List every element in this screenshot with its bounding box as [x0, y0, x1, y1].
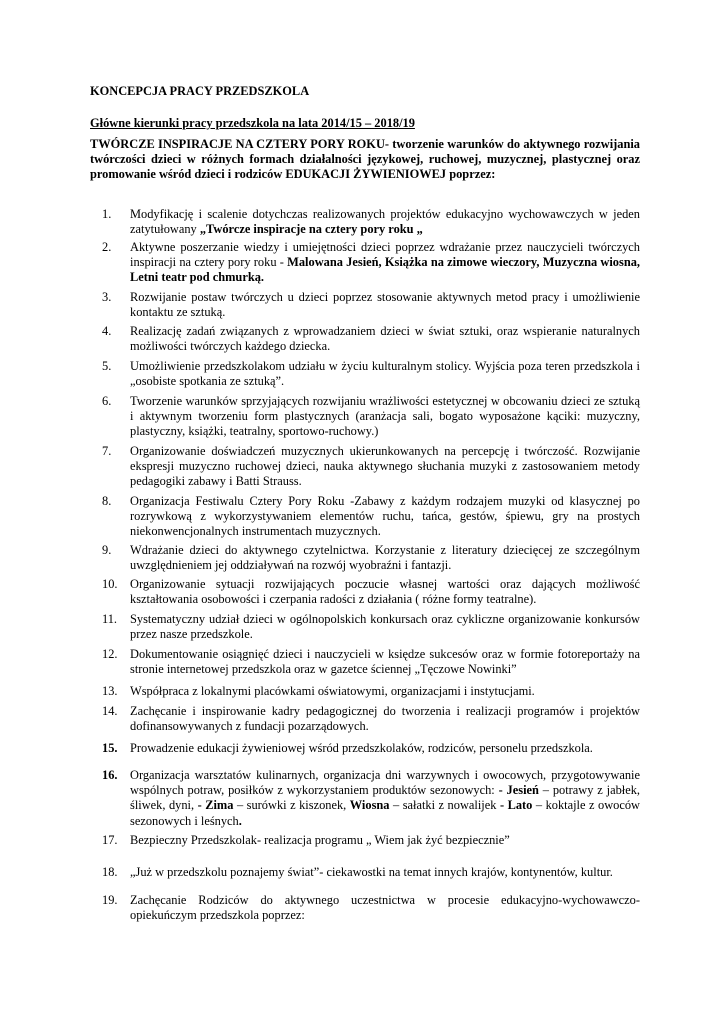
list-item-bold-text: - Lato	[499, 798, 533, 813]
list-item-bold-text: Wiosna	[349, 798, 390, 813]
list-item-number: 13.	[102, 684, 118, 698]
list-item-text-segment: Zachęcanie i inspirowanie kadry pedagogicznej do tworzenia i realizacji programów i projektów dofinansowywanych z fundacji pozarządowych.	[130, 704, 640, 734]
list-item-number: 18.	[102, 865, 118, 879]
list-item-text-segment: Wdrażanie dzieci do aktywnego czytelnictwa. Korzystanie z literatury dziecięcej ze szczególnym uwzględnieniem jej oddziaływań na rozwój wyobraźni i fantazji.	[130, 543, 640, 573]
list-item-text-segment: Organizacja Festiwalu Cztery Pory Roku -Zabawy z każdym rodzajem muzyki od klasycznej po rozrywkową z wykorzystywaniem elementów ruchu, tańca, gestów, śpiewu, gry na prostych niekonwencjonalnych instrumentach muzycznych.	[130, 494, 640, 539]
list-item-number: 15.	[102, 741, 118, 755]
list-item-text	[130, 612, 640, 642]
list-item-bold-text: .	[238, 813, 242, 828]
list-item-text	[130, 240, 640, 286]
list-item-number: 4.	[102, 324, 112, 338]
list-item-text	[130, 893, 640, 923]
list-item-text-segment: Realizację zadań związanych z wprowadzaniem dzieci w świat sztuki, oraz wspieranie naturalnych możliwości twórczych każdego dziecka.	[130, 324, 640, 354]
list-item-text-segment: Bezpieczny Przedszkolak- realizacja programu „ Wiem jak żyć bezpiecznie”	[130, 833, 510, 847]
list-item-text-segment: – surówki z kiszonek,	[233, 798, 350, 813]
list-item-number: 5.	[102, 359, 112, 373]
list-item-number: 10.	[102, 577, 118, 591]
list-item-bold-text: Malowana Jesień, Książka na zimowe wieczory, Muzyczna wiosna, Letni teatr pod chmurką.	[130, 255, 641, 285]
list-item-text	[130, 833, 640, 848]
list-item-number: 1.	[102, 207, 112, 221]
list-item-text	[130, 394, 640, 440]
list-item-text-segment: Tworzenie warunków sprzyjających rozwijaniu wrażliwości estetycznej w obcowaniu dzieci ze sztuką i aktywnym tworzeniu form plastycznych (aranżacja sali, bogato wyposażone kąciki: muzyczny, plastyczny, książki, teatralny, sportowo-ruchowy.)	[130, 394, 640, 439]
list-item-text	[130, 647, 640, 677]
list-item-text	[130, 494, 640, 540]
list-item-number: 2.	[102, 240, 112, 254]
list-item-number: 9.	[102, 543, 112, 557]
document-subtitle: Główne kierunki pracy przedszkola na lata 2014/15 – 2018/19	[90, 116, 415, 130]
list-item-text	[130, 865, 640, 880]
list-item-text	[130, 768, 640, 829]
list-item-text-segment: – koktajle z owoców sezonowych i leśnych	[130, 798, 640, 828]
list-item-text	[130, 741, 640, 756]
list-item-number: 8.	[102, 494, 112, 508]
list-item-number: 6.	[102, 394, 112, 408]
list-item-text	[130, 444, 640, 490]
list-item-text	[130, 543, 640, 573]
list-item-number: 12.	[102, 647, 118, 661]
list-item-bold-text: „Twórcze inspiracje na cztery pory roku „	[199, 222, 423, 237]
list-item-text-segment: Modyfikację i scalenie dotychczas realizowanych projektów edukacyjno wychowawczych w jeden zatytułowany	[130, 207, 640, 237]
list-item-text	[130, 290, 640, 320]
list-item-number: 16.	[102, 768, 118, 782]
list-item-text-segment: Organizacja warsztatów kulinarnych, organizacja dni warzywnych i owocowych, przygotowywanie wspólnych potraw, posiłków z wykorzystaniem produktów sezonowych:	[130, 768, 640, 798]
document-title: KONCEPCJA PRACY PRZEDSZKOLA	[90, 84, 310, 98]
list-item-number: 19.	[102, 893, 118, 907]
list-item-text-segment: Współpraca z lokalnymi placówkami oświatowymi, organizacjami i instytucjami.	[130, 684, 535, 698]
list-item-text-segment: Dokumentowanie osiągnięć dzieci i nauczycieli w księdze sukcesów oraz w formie fotoreportaży na stronie internetowej przedszkola oraz w gazetce ściennej „Tęczowe Nowinki”	[130, 647, 640, 677]
list-item-text-segment: Organizowanie doświadczeń muzycznych ukierunkowanych na percepcję i twórczość. Rozwijanie ekspresji muzyczno ruchowej dzieci, nauka aktywnego słuchania muzyki z zastosowaniem metody pedagogiki zabawy i Batti Strauss.	[130, 444, 640, 489]
list-item-text-segment: Zachęcanie Rodziców do aktywnego uczestnictwa w procesie edukacyjno-wychowawczo-opiekuńczym przedszkola poprzez:	[130, 893, 640, 923]
list-item-text-segment: Rozwijanie postaw twórczych u dzieci poprzez stosowanie aktywnych metod pracy i umożliwienie kontaktu ze sztuką.	[130, 290, 640, 320]
list-item-text	[130, 577, 640, 607]
list-item-text	[130, 684, 640, 699]
list-item-number: 14.	[102, 704, 118, 718]
list-item-text	[130, 207, 640, 237]
list-item-text-segment: Umożliwienie przedszkolakom udziału w życiu kulturalnym stolicy. Wyjścia poza teren przedszkola i „osobiste spotkania ze sztuką”.	[130, 359, 640, 389]
list-item-number: 11.	[102, 612, 118, 626]
list-item-text-segment: – sałatki z nowalijek	[389, 798, 500, 813]
list-item-text-segment: Organizowanie sytuacji rozwijających poczucie własnej wartości oraz dających możliwość kształtowania osobowości i czerpania radości z działania ( różne formy teatralne).	[130, 577, 640, 607]
intro-paragraph: TWÓRCZE INSPIRACJE NA CZTERY PORY ROKU- tworzenie warunków do aktywnego rozwijania twórczości dzieci w różnych formach działalności językowej, ruchowej, muzycznej, plastycznej oraz promowanie wśród dzieci i rodziców EDUKACJI ŻYWIENIOWEJ poprzez:	[90, 137, 640, 182]
list-item-text	[130, 704, 640, 734]
list-item-text-segment: Prowadzenie edukacji żywieniowej wśród przedszkolaków, rodziców, personelu przedszkola.	[130, 741, 593, 755]
list-item-text-segment: Aktywne poszerzanie wiedzy i umiejętności dzieci poprzez wdrażanie przez nauczycieli twórczych inspiracji na cztery pory roku -	[130, 240, 640, 270]
list-item-text-segment: – potrawy z jabłek, śliwek, dyni,	[130, 783, 641, 813]
list-item-text	[130, 324, 640, 354]
list-item-number: 17.	[102, 833, 118, 847]
list-item-number: 7.	[102, 444, 112, 458]
list-item-bold-text: - Jesień	[498, 783, 539, 798]
list-item-text	[130, 359, 640, 389]
list-item-text-segment: Systematyczny udział dzieci w ogólnopolskich konkursach oraz cykliczne organizowanie konkursów przez nasze przedszkole.	[130, 612, 640, 642]
list-item-number: 3.	[102, 290, 112, 304]
list-item-text-segment: „Już w przedszkolu poznajemy świat”- ciekawostki na temat innych krajów, kontynentów, kultur.	[130, 865, 613, 879]
list-item-bold-text: - Zima	[197, 798, 234, 813]
